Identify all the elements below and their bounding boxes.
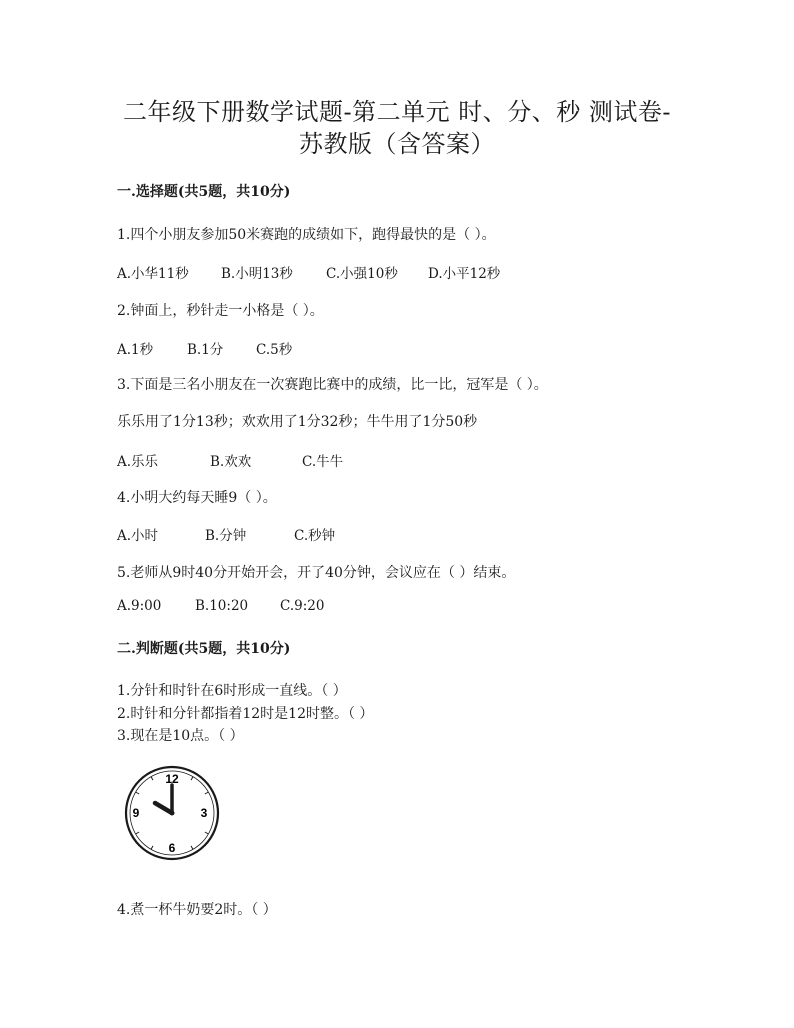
question-1: 1.四个小朋友参加50米赛跑的成绩如下，跑得最快的是（ ）。 bbox=[117, 227, 496, 243]
question-4: 4.小明大约每天睡9（ ）。 bbox=[117, 490, 277, 506]
q3-option-a: A.乐乐 bbox=[117, 454, 159, 470]
question-2: 2.钟面上，秒针走一小格是（ ）。 bbox=[117, 303, 324, 319]
title-line-1: 二年级下册数学试题-第二单元 时、分、秒 测试卷- bbox=[123, 98, 671, 126]
judgement-1: 1.分针和时针在6时形成一直线。（ ） bbox=[117, 683, 347, 699]
clock-center-pin bbox=[170, 811, 175, 816]
q1-option-c: C.小强10秒 bbox=[326, 266, 398, 282]
question-3: 3.下面是三名小朋友在一次赛跑比赛中的成绩，比一比，冠军是（ ）。 bbox=[117, 377, 548, 393]
q2-option-c: C.5秒 bbox=[256, 342, 293, 358]
judgement-3: 3.现在是10点。（ ） bbox=[117, 728, 244, 744]
title-line-2: 苏教版（含答案） bbox=[299, 130, 495, 158]
section-heading-judgement: 二.判断题(共5题，共10分) bbox=[117, 641, 291, 657]
q1-option-a: A.小华11秒 bbox=[117, 266, 189, 282]
q4-option-c: C.秒钟 bbox=[294, 528, 336, 544]
q5-option-c: C.9:20 bbox=[280, 598, 325, 614]
q2-option-b: B.1分 bbox=[187, 342, 224, 358]
section-heading-choice: 一.选择题(共5题，共10分) bbox=[117, 184, 291, 200]
question-5: 5.老师从9时40分开始开会，开了40分钟，会议应在（ ）结束。 bbox=[117, 565, 516, 581]
judgement-4: 4.煮一杯牛奶要2时。（ ） bbox=[117, 902, 277, 918]
clock-number-6: 6 bbox=[168, 841, 176, 855]
q5-option-b: B.10:20 bbox=[195, 598, 249, 614]
q3-option-b: B.欢欢 bbox=[210, 454, 252, 470]
q4-option-a: A.小时 bbox=[117, 528, 159, 544]
q1-option-d: D.小平12秒 bbox=[428, 266, 501, 282]
q2-option-a: A.1秒 bbox=[117, 342, 154, 358]
q4-option-b: B.分钟 bbox=[205, 528, 247, 544]
clock-number-12: 12 bbox=[165, 772, 179, 786]
clock-number-3: 3 bbox=[200, 806, 208, 820]
clock-face-illustration bbox=[118, 764, 228, 864]
judgement-2: 2.时针和分针都指着12时是12时整。（ ） bbox=[117, 706, 374, 722]
q3-option-c: C.牛牛 bbox=[302, 454, 344, 470]
question-3-detail: 乐乐用了1分13秒；欢欢用了1分32秒；牛牛用了1分50秒 bbox=[117, 414, 478, 430]
clock-number-9: 9 bbox=[132, 806, 140, 820]
q1-option-b: B.小明13秒 bbox=[221, 266, 293, 282]
q5-option-a: A.9:00 bbox=[117, 598, 162, 614]
